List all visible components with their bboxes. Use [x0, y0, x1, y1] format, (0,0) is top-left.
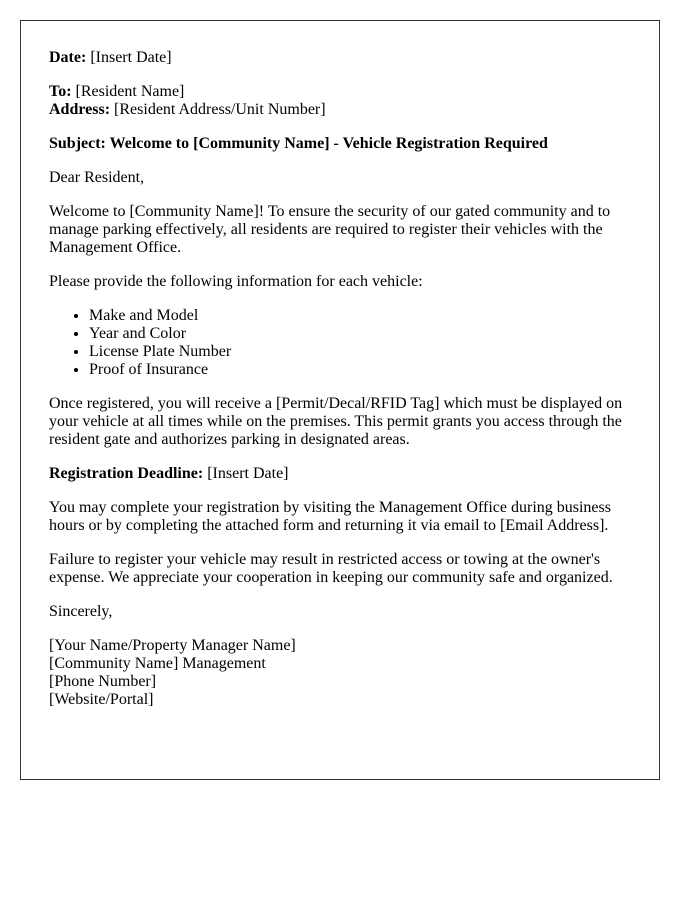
date-value: [Insert Date] [86, 49, 172, 66]
address-value: [Resident Address/Unit Number] [110, 101, 326, 118]
recipient-block [49, 83, 631, 119]
address-label: Address: [49, 101, 111, 118]
date-line [49, 49, 631, 67]
permit-paragraph: Once registered, you will receive a [Permit/Decal/RFID Tag] which must be displayed on your vehicle at all times while on the premises. This permit grants you access through the resident gate and authorizes parking in designated areas. [49, 395, 623, 448]
list-intro: Please provide the following information for each vehicle: [49, 273, 423, 290]
list-item: • License Plate Number [89, 343, 631, 361]
intro-paragraph: Welcome to [Community Name]! To ensure the security of our gated community and to manage parking effectively, all residents are required to register their vehicles with the Management Office. [49, 203, 611, 256]
to-line [49, 83, 631, 101]
requirements-list [49, 307, 631, 379]
to-label: To: [49, 83, 72, 100]
deadline-line [49, 465, 631, 483]
deadline-value: [Insert Date] [203, 465, 289, 482]
date-label: Date: [49, 49, 87, 66]
signature-line: [Phone Number] [49, 673, 157, 690]
subject-line [49, 135, 631, 153]
salutation: Dear Resident, [49, 169, 145, 186]
valediction: Sincerely, [49, 603, 113, 620]
signature-line: [Community Name] Management [49, 655, 266, 672]
signature-line: [Website/Portal] [49, 691, 154, 708]
letter-document [20, 20, 660, 780]
to-value: [Resident Name] [71, 83, 185, 100]
completion-paragraph: You may complete your registration by visiting the Management Office during business hours or by completing the attached form and returning it via email to [Email Address]. [49, 499, 611, 534]
signature-line: [Your Name/Property Manager Name] [49, 637, 296, 654]
subject-text: Subject: Welcome to [Community Name] - Vehicle Registration Required [49, 135, 548, 152]
signature-block [49, 637, 631, 709]
deadline-label: Registration Deadline: [49, 465, 204, 482]
address-line [49, 101, 631, 119]
list-item: • Year and Color [89, 325, 631, 343]
list-item: • Make and Model [89, 307, 631, 325]
list-item: • Proof of Insurance [89, 361, 631, 379]
failure-paragraph: Failure to register your vehicle may result in restricted access or towing at the owner's expense. We appreciate your cooperation in keeping our community safe and organized. [49, 551, 613, 586]
